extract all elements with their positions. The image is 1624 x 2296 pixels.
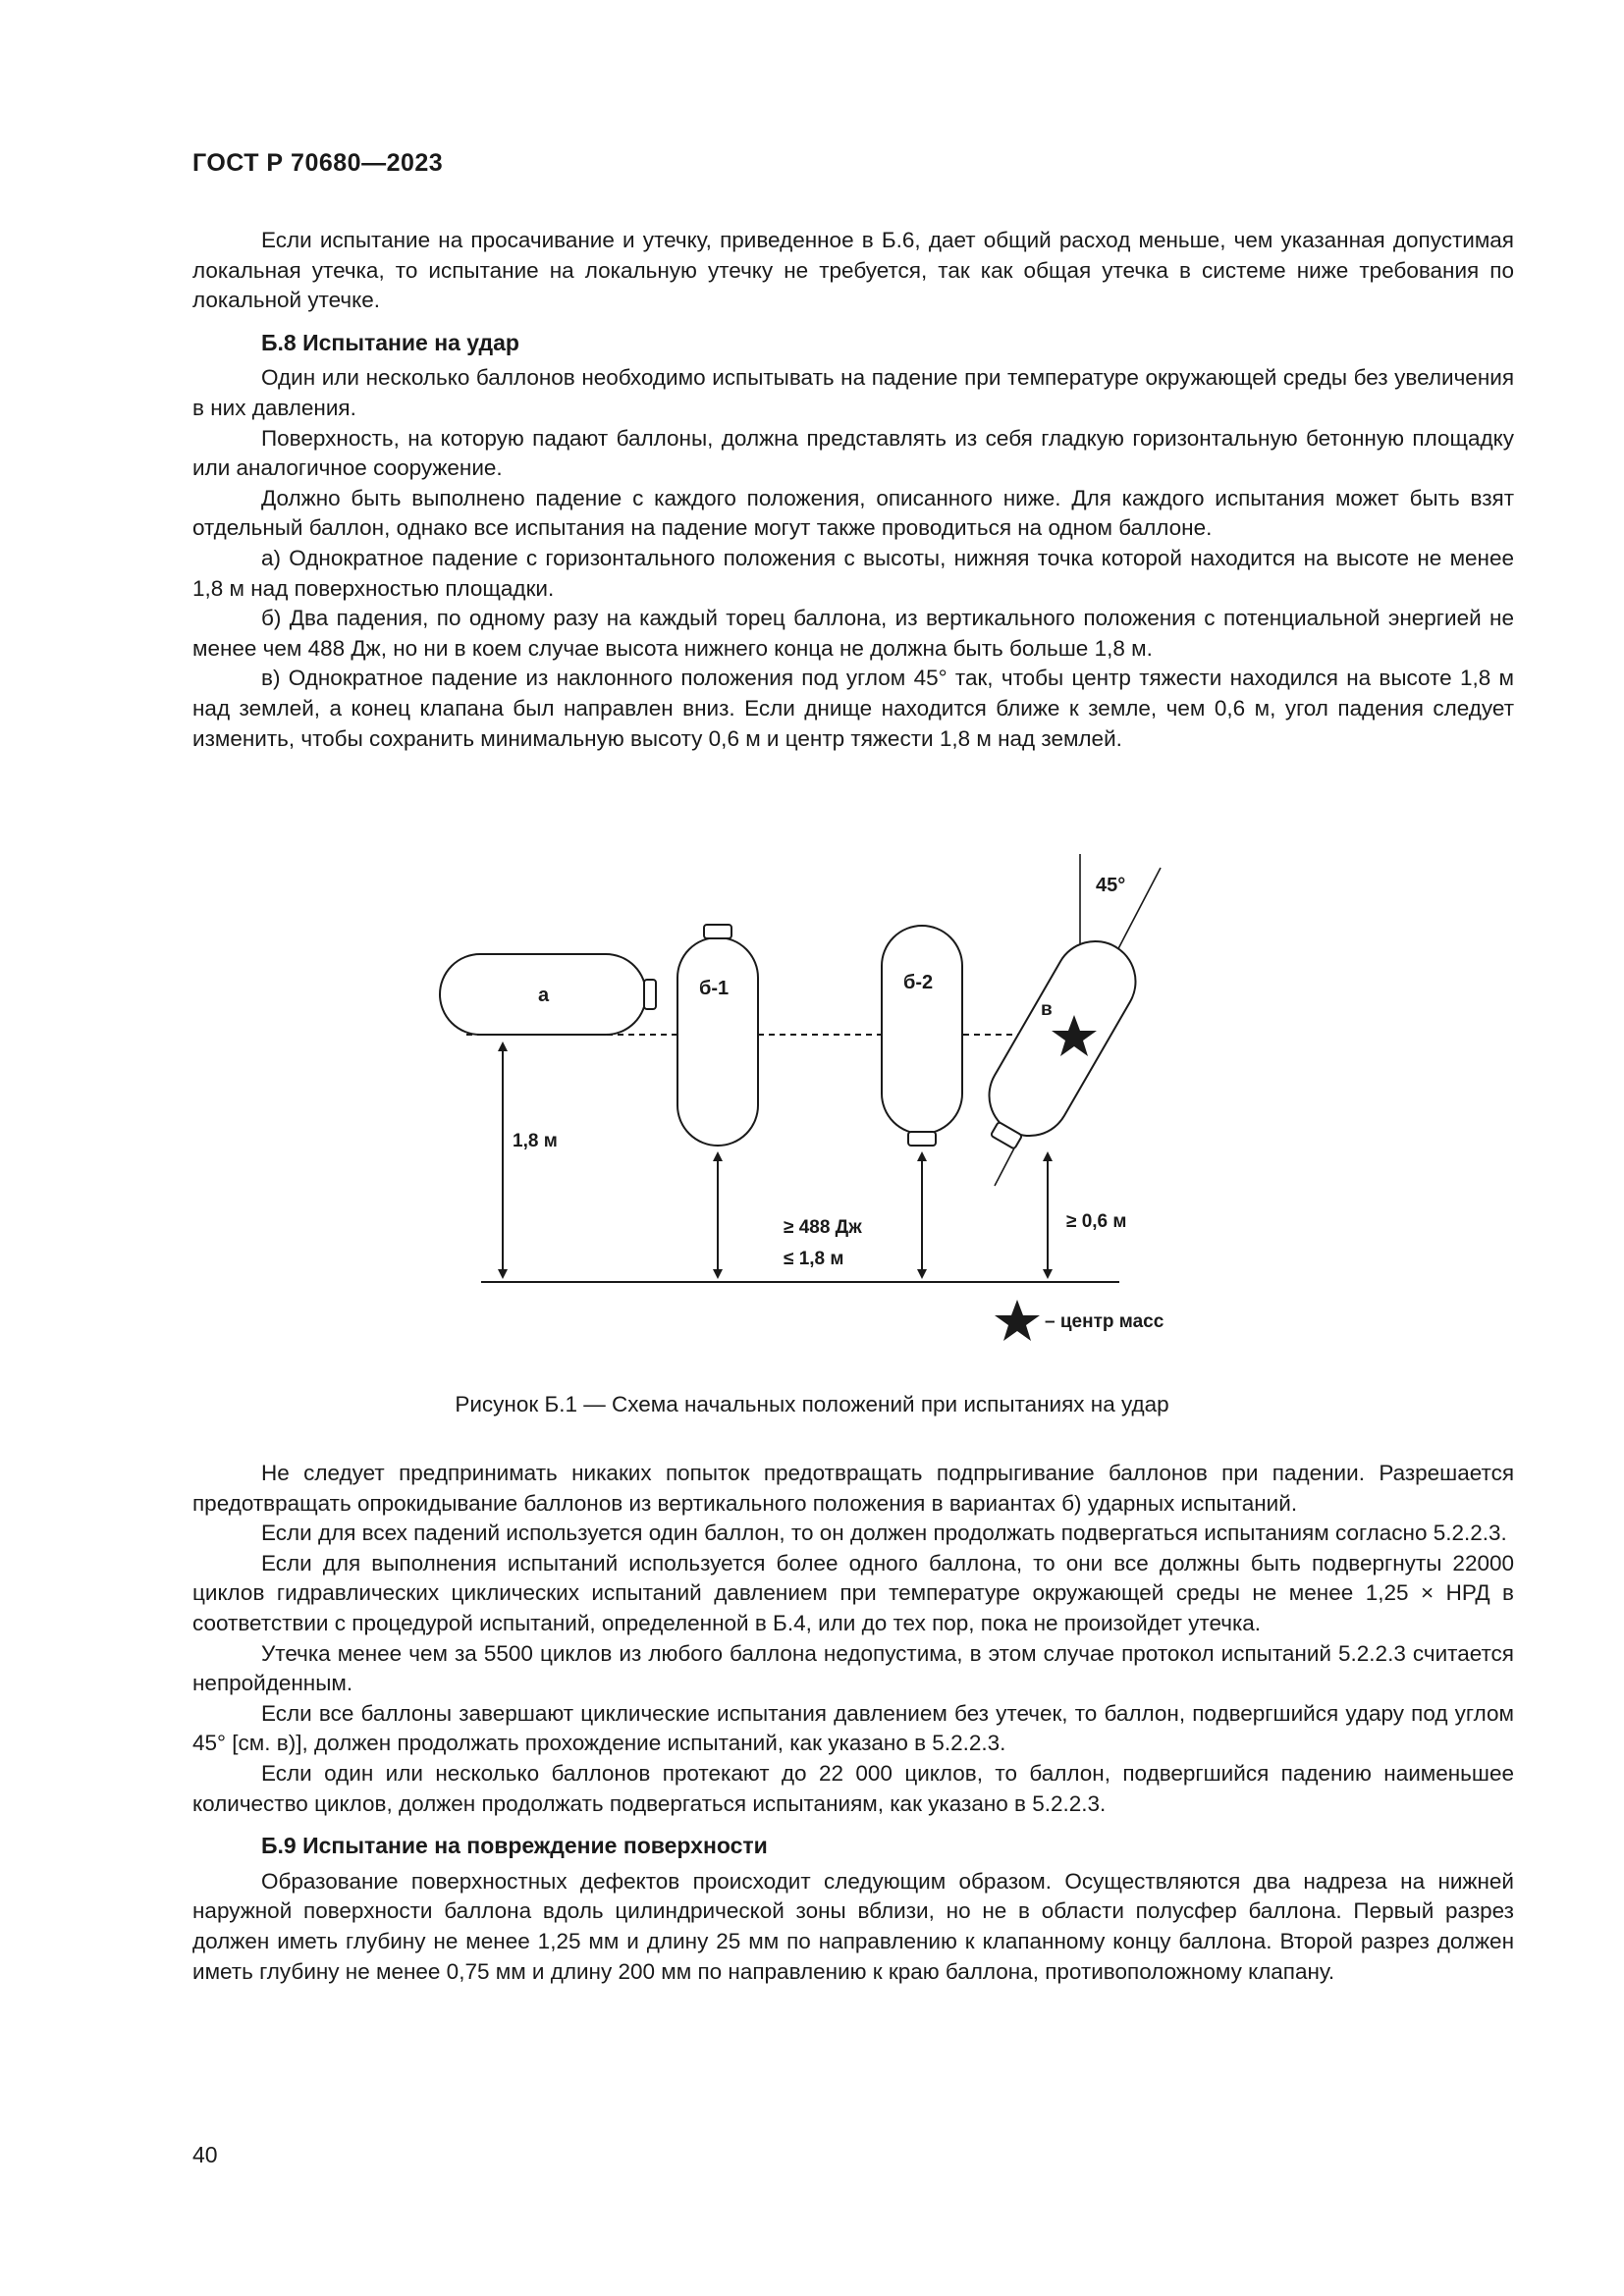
- label-b2: б-2: [903, 972, 934, 993]
- paragraph-b8-v: в) Однократное падение из наклонного положения под углом 45° так, чтобы центр тяжести находился на высоте 1,8 м над землей, а конец клапана был направлен вниз. Если днище находится ближе к земле, чем 0,6 м, угол падения следует изменить, чтобы сохранить минимальную высоту 0,6 м и центр тяжести 1,8 м над землей.: [192, 666, 1514, 751]
- figure-drop-test-diagram: [422, 844, 1178, 1355]
- paragraph-after-figure-5: Если все баллоны завершают циклические испытания давлением без утечек, то баллон, подвергшийся удару под углом 45° [см. в)], должен продолжать прохождение испытаний, как указано в 5.2.2.3.: [192, 1700, 1514, 1756]
- paragraph-b8-a: а) Однократное падение с горизонтального положения с высоты, нижняя точка которой находится на высоте не менее 1,8 м над поверхностью площадки.: [192, 545, 1514, 601]
- text-block-bottom: [192, 1459, 1514, 1987]
- cylinder-v-inclined: [967, 927, 1150, 1162]
- text-block-top: [192, 226, 1514, 754]
- paragraph-b9-1: Образование поверхностных дефектов происходит следующим образом. Осуществляются два надреза на нижней наружной поверхности баллона вдоль цилиндрической зоны вблизи, но не в области полусфер баллона. Первый разрез должен иметь глубину не менее 1,25 мм и длину 25 мм по направлению к клапанному концу баллона. Второй разрез должен иметь глубину не менее 0,75 мм и длину 200 мм по направлению к краю баллона, противоположному клапану.: [192, 1868, 1514, 1984]
- label-angle: 45°: [1096, 875, 1126, 896]
- paragraph-after-figure-2: Если для всех падений используется один баллон, то он должен продолжать подвергаться испытаниям согласно 5.2.2.3.: [261, 1521, 1507, 1546]
- label-energy: ≥ 488 Дж: [784, 1217, 862, 1238]
- label-v: в: [1041, 999, 1053, 1020]
- heading-b8: Б.8 Испытание на удар: [261, 329, 519, 355]
- label-b1: б-1: [699, 978, 730, 999]
- paragraph-b8-2: Поверхность, на которую падают баллоны, должна представлять из себя гладкую горизонтальную бетонную площадку или аналогичное сооружение.: [192, 425, 1514, 481]
- label-a: а: [538, 985, 550, 1006]
- paragraph-after-figure-3: Если для выполнения испытаний используется более одного баллона, то они все должны быть подвергнуты 22000 циклов гидравлических циклических испытаний давлением при температуре окружающей среды не менее 1,25 × НРД в соответствии с процедурой испытаний, определенной в Б.4, или до тех пор, пока не произойдет утечка.: [192, 1550, 1514, 1635]
- legend-label: – центр масс: [1045, 1311, 1164, 1332]
- label-min-height: ≥ 0,6 м: [1066, 1211, 1127, 1232]
- page-number: 40: [192, 2142, 218, 2167]
- label-max-height: ≤ 1,8 м: [784, 1249, 844, 1269]
- paragraph-after-figure-6: Если один или несколько баллонов протекают до 22 000 циклов, то баллон, подвергшийся падению наименьшее количество циклов, должен продолжать подвергаться испытаниям, как указано в 5.2.2.3.: [192, 1760, 1514, 1816]
- figure-caption: Рисунок Б.1 — Схема начальных положений при испытаниях на удар: [455, 1392, 1169, 1416]
- document-code-header: ГОСТ Р 70680—2023: [192, 149, 444, 177]
- paragraph-b8-b: б) Два падения, по одному разу на каждый торец баллона, из вертикального положения с потенциальной энергией не менее чем 488 Дж, но ни в коем случае высота нижнего конца не должна быть больше 1,8 м.: [192, 606, 1514, 661]
- paragraph-after-figure-1: Не следует предпринимать никаких попыток предотвращать подпрыгивание баллонов при падении. Разрешается предотвращать опрокидывание баллонов из вертикального положения в вариантах б) ударных испытаний.: [192, 1461, 1514, 1516]
- paragraph-b8-1: Один или несколько баллонов необходимо испытывать на падение при температуре окружающей среды без увеличения в них давления.: [192, 365, 1514, 420]
- legend-star-icon: [995, 1300, 1040, 1341]
- paragraph-after-figure-4: Утечка менее чем за 5500 циклов из любого баллона недопустима, в этом случае протокол испытаний 5.2.2.3 считается непройденным.: [192, 1640, 1514, 1696]
- cylinder-b1-vertical: [677, 925, 758, 1146]
- cylinder-b2-vertical: [882, 926, 962, 1146]
- paragraph-b7-leak: Если испытание на просачивание и утечку, приведенное в Б.6, дает общий расход меньше, чем указанная допустимая локальная утечка, то испытание на локальную утечку не требуется, так как общая утечка в системе ниже требования по локальной утечке.: [192, 228, 1514, 313]
- heading-b9: Б.9 Испытание на повреждение поверхности: [261, 1833, 768, 1859]
- paragraph-b8-3: Должно быть выполнено падение с каждого положения, описанного ниже. Для каждого испытания может быть взят отдельный баллон, однако все испытания на падение могут также проводиться на одном баллоне.: [192, 485, 1514, 541]
- label-height-18: 1,8 м: [513, 1131, 558, 1151]
